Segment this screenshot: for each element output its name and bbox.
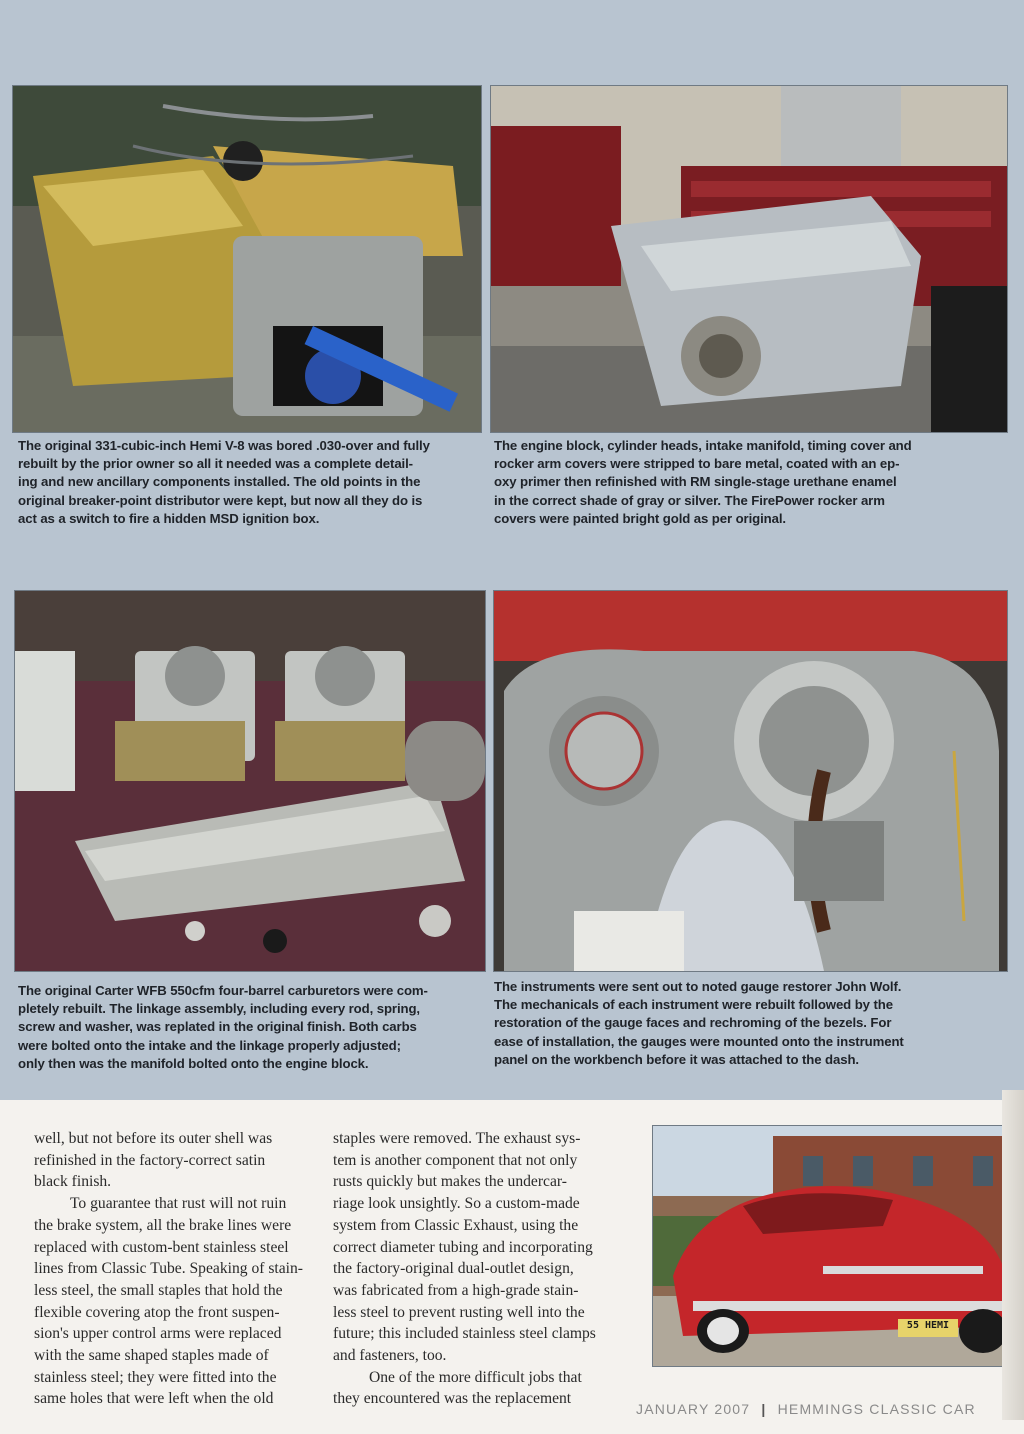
photo-engine-block-shop — [490, 85, 1008, 433]
caption-line: ease of installation, the gauges were mounted onto the instrument — [494, 1033, 904, 1049]
body-line: with the same shaped staples made of — [34, 1347, 269, 1365]
caption-line: original breaker-point distributor were kept, but now all they do is — [18, 492, 423, 508]
body-line: they encountered was the replacement — [333, 1390, 572, 1408]
body-line: flexible covering atop the front suspen- — [34, 1303, 280, 1321]
caption-engine-block — [494, 437, 1004, 528]
body-line: lines from Classic Tube. Speaking of stain- — [34, 1260, 303, 1278]
page-edge-shadow — [1002, 1090, 1024, 1420]
body-line: staples were removed. The exhaust sys- — [333, 1130, 581, 1147]
body-column-2 — [333, 1128, 643, 1410]
caption-line: rocker arm covers were stripped to bare metal, coated with an ep- — [494, 456, 900, 472]
caption-line: restoration of the gauge faces and rechroming of the bezels. For — [494, 1015, 892, 1031]
footer-magazine: HEMMINGS CLASSIC CAR — [777, 1401, 976, 1417]
photo-hemi-engine — [12, 85, 482, 433]
license-plate-text: 55 HEMI — [906, 1320, 950, 1331]
photo-red-chrysler — [652, 1125, 1024, 1367]
caption-line: The original Carter WFB 550cfm four-barrel carburetors were com- — [18, 983, 428, 998]
body-line: the factory-original dual-outlet design, — [333, 1260, 574, 1278]
caption-engine — [18, 437, 484, 528]
page-footer — [636, 1401, 976, 1417]
caption-carburetors — [18, 982, 484, 1073]
body-line: less steel, the small staples that hold the — [34, 1281, 283, 1299]
body-line: well, but not before its outer shell was — [34, 1130, 273, 1147]
body-line: less steel to prevent rusting well into the — [333, 1303, 585, 1321]
caption-line: The mechanicals of each instrument were rebuilt followed by the — [494, 997, 893, 1013]
body-line: future; this included stainless steel clamps — [333, 1325, 596, 1343]
caption-line: The original 331-cubic-inch Hemi V-8 was bored .030-over and fully — [18, 438, 430, 453]
caption-line: pletely rebuilt. The linkage assembly, including every rod, spring, — [18, 1001, 420, 1017]
body-line: refinished in the factory-correct satin — [34, 1151, 266, 1169]
caption-line: were bolted onto the intake and the linkage properly adjusted; — [18, 1037, 401, 1053]
body-line: tem is another component that not only — [333, 1151, 578, 1169]
caption-line: only then was the manifold bolted onto the engine block. — [18, 1055, 369, 1071]
caption-line: The engine block, cylinder heads, intake manifold, timing cover and — [494, 438, 912, 453]
footer-date: JANUARY 2007 — [636, 1401, 751, 1417]
body-line: rusts quickly but makes the undercar- — [333, 1173, 567, 1191]
caption-line: ing and new ancillary components installed. The old points in the — [18, 474, 421, 490]
caption-line: oxy primer then refinished with RM single-stage urethane enamel — [494, 474, 897, 490]
body-line: black finish. — [34, 1173, 112, 1191]
caption-line: panel on the workbench before it was attached to the dash. — [494, 1051, 859, 1067]
caption-line: The instruments were sent out to noted gauge restorer John Wolf. — [494, 979, 902, 994]
caption-instruments — [494, 978, 1004, 1069]
photo-instrument-panel — [493, 590, 1008, 972]
caption-line: act as a switch to fire a hidden MSD ignition box. — [18, 510, 320, 526]
body-column-1 — [20, 1128, 320, 1410]
body-line: stainless steel; they were fitted into the — [34, 1368, 277, 1386]
body-line: same holes that were left when the old — [34, 1390, 274, 1408]
photo-carburetors — [14, 590, 486, 972]
body-line: replaced with custom-bent stainless steel — [34, 1238, 289, 1256]
body-line: and fasteners, too. — [333, 1347, 447, 1365]
body-line: To guarantee that rust will not ruin — [70, 1195, 287, 1213]
body-line: sion's upper control arms were replaced — [34, 1325, 282, 1343]
caption-line: in the correct shade of gray or silver. The FirePower rocker arm — [494, 492, 885, 508]
body-line: system from Classic Exhaust, using the — [333, 1216, 579, 1234]
body-line: the brake system, all the brake lines were — [34, 1216, 292, 1234]
body-line: was fabricated from a high-grade stain- — [333, 1281, 579, 1299]
caption-line: rebuilt by the prior owner so all it needed was a complete detail- — [18, 456, 413, 472]
caption-line: screw and washer, was replated in the original finish. Both carbs — [18, 1019, 417, 1035]
body-line: One of the more difficult jobs that — [369, 1368, 582, 1386]
footer-separator: | — [761, 1401, 767, 1417]
body-line: riage look unsightly. So a custom-made — [333, 1195, 580, 1213]
body-line: correct diameter tubing and incorporating — [333, 1238, 593, 1256]
caption-line: covers were painted bright gold as per original. — [494, 510, 786, 526]
